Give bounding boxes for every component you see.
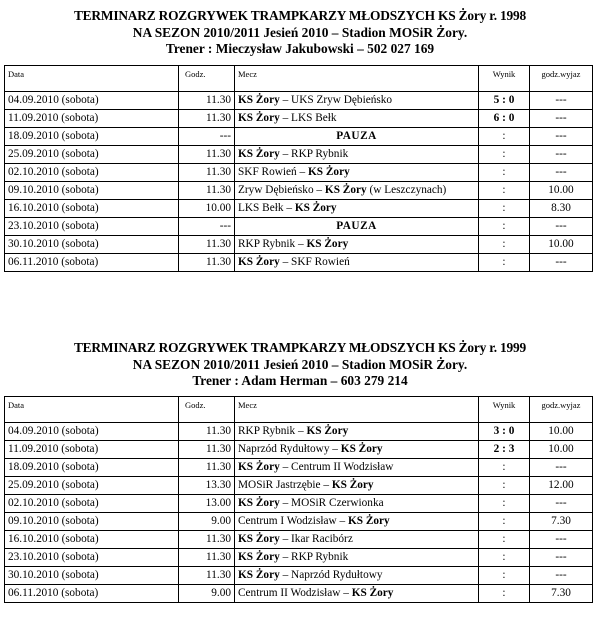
match-date: 04.09.2010 (sobota) — [5, 92, 179, 110]
home-club-name: KS Żory — [238, 112, 280, 124]
departure-time: 8.30 — [530, 200, 593, 218]
match-result: 5 : 0 — [479, 92, 530, 110]
table-row — [5, 182, 593, 200]
match-result: : — [479, 477, 530, 495]
match-result: : — [479, 567, 530, 585]
table-row — [5, 531, 593, 549]
header-match: Mecz — [235, 397, 479, 423]
header-date: Data — [5, 397, 179, 423]
table-row — [5, 423, 593, 441]
match-date: 23.10.2010 (sobota) — [5, 218, 179, 236]
match-date: 30.10.2010 (sobota) — [5, 236, 179, 254]
match-time: 11.30 — [179, 549, 235, 567]
match-time: 11.30 — [179, 146, 235, 164]
coach-line: Trener : Adam Herman – 603 279 214 — [192, 373, 408, 388]
season-line: NA SEZON 2010/2011 Jesień 2010 – Stadion MOSiR Żory. — [132, 24, 468, 40]
coach-line: Trener : Mieczysław Jakubowski – 502 027 169 — [165, 41, 435, 56]
table-row — [5, 477, 593, 495]
match-teams — [235, 513, 479, 531]
header-time: Godz. — [179, 397, 235, 423]
match-time: 10.00 — [179, 200, 235, 218]
match-teams — [235, 423, 479, 441]
match-result: : — [479, 585, 530, 603]
schedule-heading-1999 — [0, 340, 600, 390]
departure-time: 7.30 — [530, 513, 593, 531]
team-name: – Naprzód Rydułtowy — [279, 569, 383, 581]
match-time: 11.30 — [179, 567, 235, 585]
team-name: – SKF Rowień — [279, 256, 350, 268]
team-name: – RKP Rybnik — [279, 551, 349, 563]
departure-time: --- — [530, 164, 593, 182]
match-pause: PAUZA — [235, 218, 479, 236]
home-club-name: KS Żory — [238, 256, 280, 268]
departure-time: --- — [530, 128, 593, 146]
home-club-name: KS Żory — [351, 587, 394, 599]
team-name: (w Leszczynach) — [366, 184, 447, 196]
table-row — [5, 218, 593, 236]
match-teams — [235, 236, 479, 254]
match-time: 11.30 — [179, 423, 235, 441]
home-club-name: KS Żory — [324, 184, 367, 196]
match-time: 11.30 — [179, 110, 235, 128]
table-row — [5, 495, 593, 513]
match-result: : — [479, 254, 530, 272]
team-name: MOSiR Jastrzębie – — [238, 479, 332, 491]
match-result: : — [479, 495, 530, 513]
table-row — [5, 92, 593, 110]
departure-time: 7.30 — [530, 585, 593, 603]
match-teams — [235, 549, 479, 567]
match-time: 11.30 — [179, 531, 235, 549]
match-teams — [235, 477, 479, 495]
table-row — [5, 110, 593, 128]
match-date: 30.10.2010 (sobota) — [5, 567, 179, 585]
match-teams — [235, 164, 479, 182]
schedule-table-1998 — [4, 65, 593, 272]
match-time: --- — [179, 218, 235, 236]
match-date: 25.09.2010 (sobota) — [5, 477, 179, 495]
team-name: RKP Rybnik – — [238, 238, 307, 250]
match-teams — [235, 441, 479, 459]
match-date: 04.09.2010 (sobota) — [5, 423, 179, 441]
departure-time: --- — [530, 110, 593, 128]
match-result: : — [479, 164, 530, 182]
departure-time: --- — [530, 459, 593, 477]
team-name: – LKS Bełk — [279, 112, 337, 124]
match-time: 11.30 — [179, 441, 235, 459]
match-time: 11.30 — [179, 459, 235, 477]
team-name: – Centrum II Wodzisław — [279, 461, 394, 473]
match-time: --- — [179, 128, 235, 146]
match-date: 09.10.2010 (sobota) — [5, 182, 179, 200]
team-name: – UKS Zryw Dębieńsko — [279, 94, 393, 106]
match-result: : — [479, 459, 530, 477]
match-result: : — [479, 513, 530, 531]
home-club-name: KS Żory — [331, 479, 374, 491]
departure-time: --- — [530, 254, 593, 272]
departure-time: --- — [530, 146, 593, 164]
match-date: 25.09.2010 (sobota) — [5, 146, 179, 164]
match-date: 02.10.2010 (sobota) — [5, 164, 179, 182]
schedule-table-1999 — [4, 396, 593, 603]
match-teams — [235, 567, 479, 585]
match-time: 11.30 — [179, 92, 235, 110]
team-name: Centrum II Wodzisław – — [238, 587, 352, 599]
team-name: Naprzód Rydułtowy – — [238, 443, 341, 455]
match-date: 06.11.2010 (sobota) — [5, 254, 179, 272]
table-row — [5, 567, 593, 585]
table-header-row — [5, 66, 593, 92]
match-teams — [235, 92, 479, 110]
team-name: – RKP Rybnik — [279, 148, 349, 160]
table-row — [5, 459, 593, 477]
match-result: : — [479, 236, 530, 254]
match-result: : — [479, 200, 530, 218]
departure-time: --- — [530, 92, 593, 110]
home-club-name: KS Żory — [238, 533, 280, 545]
header-match: Mecz — [235, 66, 479, 92]
header-departure: godz.wyjaz — [530, 397, 593, 423]
match-date: 11.09.2010 (sobota) — [5, 441, 179, 459]
match-result: : — [479, 218, 530, 236]
team-name: RKP Rybnik – — [238, 425, 307, 437]
match-teams — [235, 495, 479, 513]
table-header-row — [5, 397, 593, 423]
departure-time: 10.00 — [530, 182, 593, 200]
home-club-name: KS Żory — [306, 425, 349, 437]
match-time: 11.30 — [179, 236, 235, 254]
match-date: 11.09.2010 (sobota) — [5, 110, 179, 128]
match-result: : — [479, 182, 530, 200]
match-time: 11.30 — [179, 164, 235, 182]
header-result: Wynik — [479, 397, 530, 423]
departure-time: --- — [530, 218, 593, 236]
home-club-name: KS Żory — [238, 94, 280, 106]
table-row — [5, 549, 593, 567]
match-date: 16.10.2010 (sobota) — [5, 531, 179, 549]
table-row — [5, 200, 593, 218]
table-row — [5, 236, 593, 254]
match-pause: PAUZA — [235, 128, 479, 146]
departure-time: --- — [530, 531, 593, 549]
table-row — [5, 585, 593, 603]
season-line: NA SEZON 2010/2011 Jesień 2010 – Stadion MOSiR Żory. — [132, 356, 468, 372]
home-club-name: KS Żory — [238, 461, 280, 473]
schedule-heading-1998 — [0, 8, 600, 58]
team-name: Zryw Dębieńsko – — [238, 184, 325, 196]
match-time: 11.30 — [179, 254, 235, 272]
home-club-name: KS Żory — [340, 443, 383, 455]
departure-time: 10.00 — [530, 423, 593, 441]
home-club-name: KS Żory — [238, 148, 280, 160]
home-club-name: KS Żory — [308, 166, 350, 178]
match-date: 06.11.2010 (sobota) — [5, 585, 179, 603]
table-row — [5, 441, 593, 459]
match-time: 13.00 — [179, 495, 235, 513]
match-time: 9.00 — [179, 513, 235, 531]
match-result: : — [479, 128, 530, 146]
table-row — [5, 254, 593, 272]
match-result: : — [479, 531, 530, 549]
match-date: 16.10.2010 (sobota) — [5, 200, 179, 218]
table-row — [5, 164, 593, 182]
match-teams — [235, 200, 479, 218]
match-date: 18.09.2010 (sobota) — [5, 128, 179, 146]
match-result: 2 : 3 — [479, 441, 530, 459]
departure-time: --- — [530, 567, 593, 585]
match-time: 13.30 — [179, 477, 235, 495]
departure-time: --- — [530, 549, 593, 567]
home-club-name: KS Żory — [347, 515, 390, 527]
departure-time: 12.00 — [530, 477, 593, 495]
match-teams — [235, 110, 479, 128]
match-date: 23.10.2010 (sobota) — [5, 549, 179, 567]
match-time: 9.00 — [179, 585, 235, 603]
match-teams — [235, 459, 479, 477]
match-teams — [235, 531, 479, 549]
match-date: 09.10.2010 (sobota) — [5, 513, 179, 531]
table-row — [5, 146, 593, 164]
match-date: 02.10.2010 (sobota) — [5, 495, 179, 513]
header-departure: godz.wyjaz — [530, 66, 593, 92]
match-result: : — [479, 146, 530, 164]
home-club-name: KS Żory — [306, 238, 349, 250]
team-name: Centrum I Wodzisław – — [238, 515, 348, 527]
match-time: 11.30 — [179, 182, 235, 200]
match-teams — [235, 146, 479, 164]
match-teams — [235, 254, 479, 272]
table-row — [5, 513, 593, 531]
header-result: Wynik — [479, 66, 530, 92]
home-club-name: KS Żory — [238, 551, 280, 563]
home-club-name: KS Żory — [238, 497, 280, 509]
team-name: LKS Bełk – — [238, 202, 295, 214]
schedule-title: TERMINARZ ROZGRYWEK TRAMPKARZY MŁODSZYCH KS Żory r. 1999 — [73, 340, 527, 355]
departure-time: --- — [530, 495, 593, 513]
home-club-name: KS Żory — [294, 202, 337, 214]
match-teams — [235, 182, 479, 200]
match-result: : — [479, 549, 530, 567]
home-club-name: KS Żory — [238, 569, 280, 581]
table-row — [5, 128, 593, 146]
header-date: Data — [5, 66, 179, 92]
match-teams — [235, 585, 479, 603]
header-time: Godz. — [179, 66, 235, 92]
match-result: 6 : 0 — [479, 110, 530, 128]
departure-time: 10.00 — [530, 441, 593, 459]
team-name: – Ikar Racibórz — [279, 533, 353, 545]
match-result: 3 : 0 — [479, 423, 530, 441]
match-date: 18.09.2010 (sobota) — [5, 459, 179, 477]
team-name: – MOSiR Czerwionka — [279, 497, 384, 509]
team-name: SKF Rowień – — [238, 166, 308, 178]
schedule-title: TERMINARZ ROZGRYWEK TRAMPKARZY MŁODSZYCH KS Żory r. 1998 — [73, 8, 527, 23]
departure-time: 10.00 — [530, 236, 593, 254]
